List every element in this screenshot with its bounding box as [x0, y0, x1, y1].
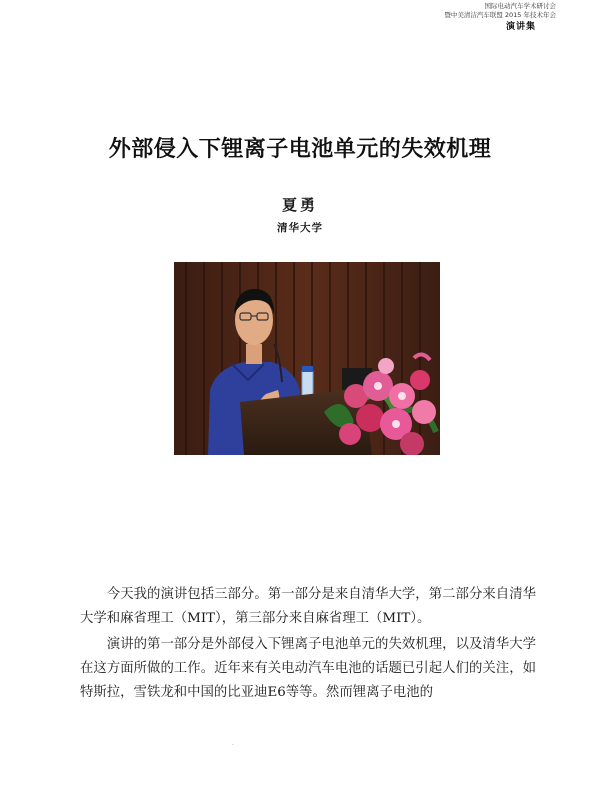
scan-mark: · — [232, 742, 234, 749]
paragraph: 今天我的演讲包括三部分。第一部分是来自清华大学，第二部分来自清华大学和麻省理工（MIT），第三部分来自麻省理工（MIT）。 — [80, 587, 536, 626]
header-line-2: 暨中美清洁汽车联盟 2015 年技术年会 — [444, 11, 556, 19]
water-bottle — [302, 370, 313, 398]
paragraph: 演讲的第一部分是外部侵入下锂离子电池单元的失效机理，以及清华大学在这方面所做的工作。近年来有关电动汽车电池的话题已引起人们的关注，如特斯拉，雪铁龙和中国的比亚迪E6等等。然而锂离子电池的 — [80, 637, 536, 700]
author-name: 夏勇 — [281, 196, 318, 214]
speaker-neck — [246, 344, 262, 364]
running-header — [336, 2, 556, 33]
header-line-1: 国际电动汽车学术研讨会 — [484, 2, 556, 10]
body-text — [80, 583, 536, 707]
author-affiliation: 清华大学 — [277, 222, 323, 234]
header-line-3: 演讲集 — [505, 22, 536, 32]
paper-title: 外部侵入下锂离子电池单元的失效机理 — [108, 137, 492, 162]
speaker-photo — [174, 262, 440, 455]
